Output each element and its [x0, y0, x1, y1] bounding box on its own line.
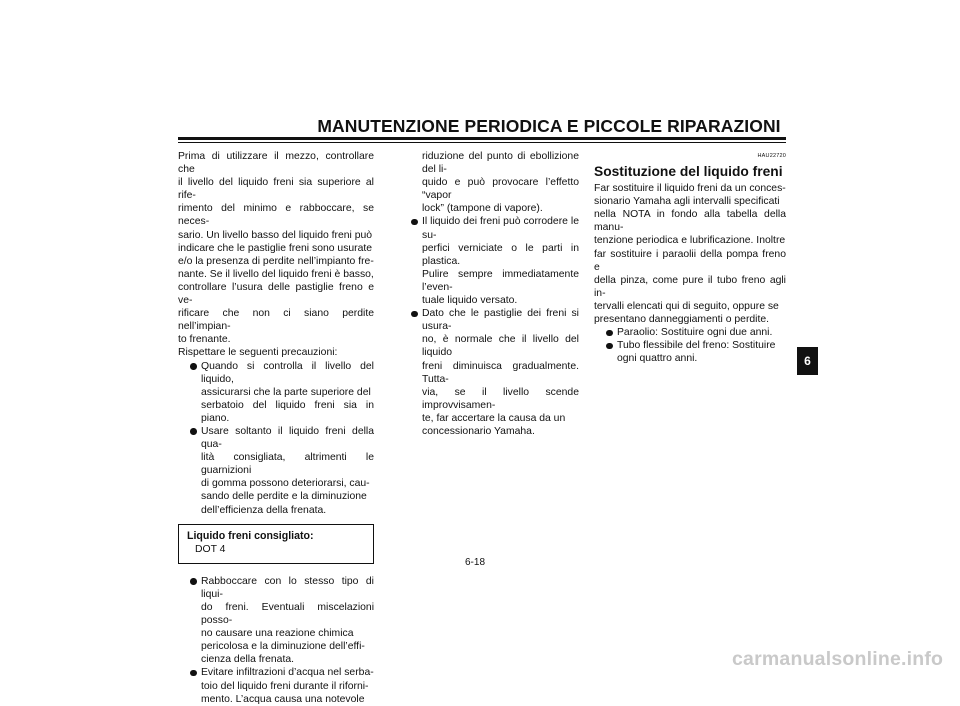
continuation-paragraph: riduzione del punto di ebollizione del li- quido e può provocare l’effetto “vapor lock” (tampone di vapore).	[422, 151, 579, 215]
box-value: DOT 4	[195, 543, 226, 555]
recommended-fluid-box	[178, 524, 374, 564]
page-title: MANUTENZIONE PERIODICA E PICCOLE RIPARAZIONI	[317, 116, 781, 136]
header-rule-thin	[178, 142, 786, 143]
reference-code: HAU22720	[757, 153, 786, 159]
section-title: Sostituzione del liquido freni	[594, 164, 783, 180]
precautions-list-b	[178, 575, 374, 706]
body-paragraph: Far sostituire il liquido freni da un conces- sionario Yamaha agli intervalli specificati nella NOTA in fondo alla tabella della manu- tenzione periodica e lubrificazione. Inoltre far sostituire i paraolii della pompa freno e della pinza, come pure il tubo freno agli in- tervalli elencati qui di seguito, oppure se presentano danneggiamenti o perdite.	[594, 183, 786, 326]
line: controllare l’usura delle pastiglie freno e ve-	[178, 281, 374, 307]
list-item: Usare soltanto il liquido freni della qua- lità consigliata, altrimenti le guarnizioni di gomma possono deteriorarsi, cau- sando delle perdite e la diminuzione dell’efficienza della frenata.	[188, 425, 374, 517]
line: e/o la presenza di perdite nell’impianto fre-	[178, 255, 374, 267]
line: to frenante.	[178, 334, 231, 346]
list-item: Evitare infiltrazioni d’acqua nel serba- toio del liquido freni durante il riforni- mento. L’acqua causa una notevole	[188, 666, 374, 705]
list-item: Rabboccare con lo stesso tipo di liqui- do freni. Eventuali miscelazioni posso- no causare una reazione chimica pericolosa e la diminuzione dell’effi- cienza della frenata.	[188, 575, 374, 667]
line: sario. Un livello basso del liquido freni può	[178, 229, 373, 241]
list-item: Quando si controlla il livello del liquido, assicurarsi che la parte superiore del serbatoio del liquido freni sia in piano.	[188, 360, 374, 425]
watermark: carmanualsonline.info	[732, 648, 944, 670]
line: indicare che le pastiglie freni sono usurate	[178, 242, 373, 254]
chapter-tab: 6	[797, 347, 818, 375]
intro-paragraph	[178, 150, 374, 346]
column-right	[594, 150, 786, 365]
line: rimento del minimo e rabboccare, se neces-	[178, 203, 374, 228]
line: rificare che non ci siano perdite nell’impian-	[178, 308, 374, 333]
precautions-list-a	[178, 360, 374, 517]
replacement-list	[594, 326, 786, 365]
list-item: Dato che le pastiglie dei freni si usura- no, è normale che il livello del liquido freni diminuisca gradualmente. Tutta- via, se il livello scende improvvisamen- te, far accertare la causa da un concessionario Yamaha.	[409, 307, 579, 438]
precautions-label: Rispettare le seguenti precauzioni:	[178, 347, 338, 359]
header-rule-thick	[178, 137, 786, 140]
column-middle	[409, 150, 579, 438]
column-left	[178, 150, 374, 706]
list-item: Il liquido dei freni può corrodere le su- perfici verniciate o le parti in plastica. Pulire sempre immediatamente l’even- tuale liquido versato.	[409, 215, 579, 307]
line: il livello del liquido freni sia superiore al rife-	[178, 177, 374, 202]
list-item: Tubo flessibile del freno: Sostituire ogni quattro anni.	[604, 339, 786, 365]
line: Prima di utilizzare il mezzo, controllare che	[178, 151, 374, 176]
line: nante. Se il livello del liquido freni è basso,	[178, 268, 374, 280]
page-number: 6-18	[465, 557, 486, 568]
list-item: Paraolio: Sostituire ogni due anni.	[604, 326, 786, 339]
box-title: Liquido freni consigliato:	[187, 529, 314, 542]
